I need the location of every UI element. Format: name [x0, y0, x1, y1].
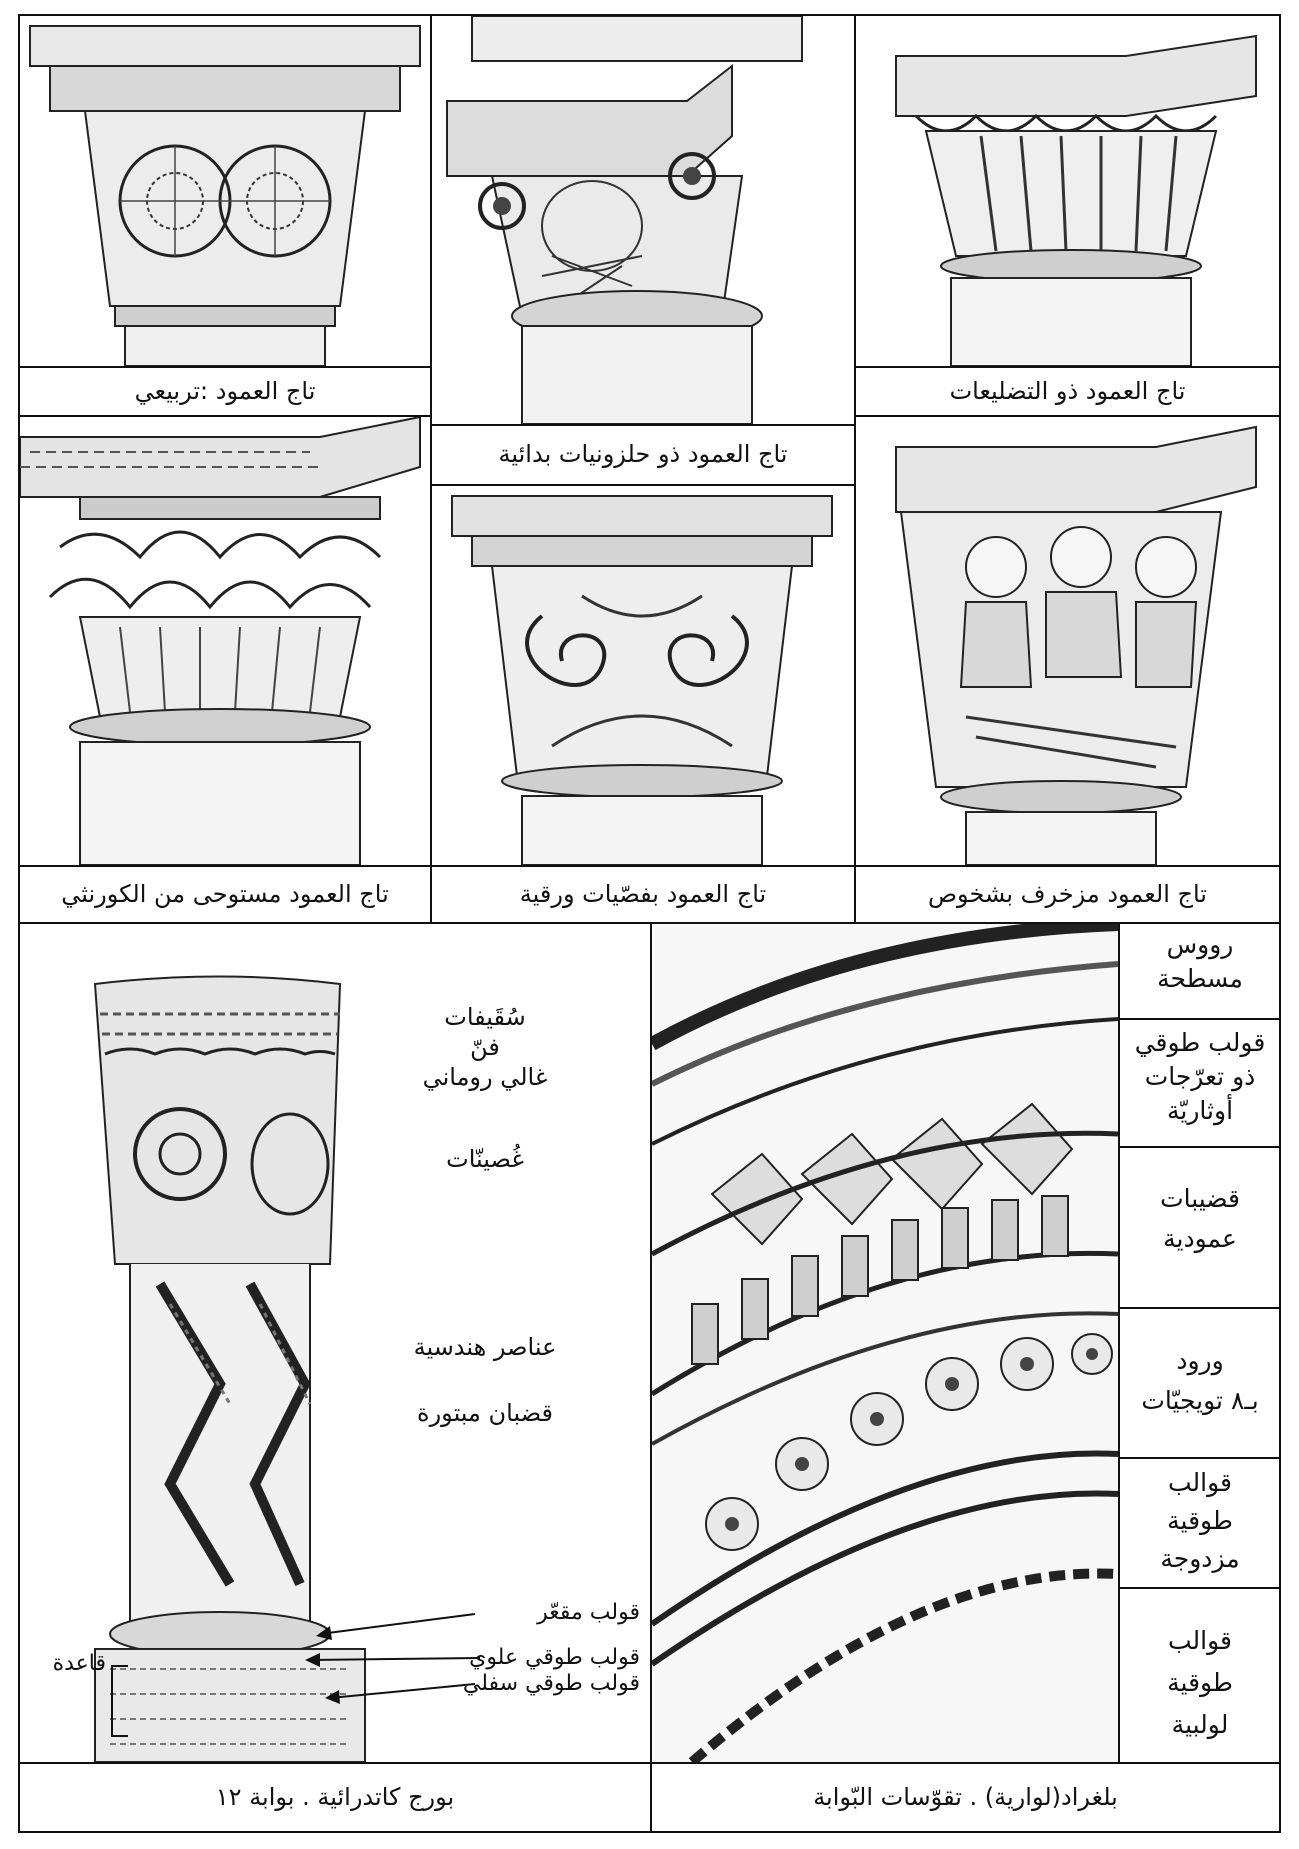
label-geometric-elements: عناصر هندسية: [413, 1333, 557, 1361]
figured-capital-illustration: [856, 417, 1279, 865]
legend-spiral-torus-l2: طوقية: [1167, 1668, 1233, 1697]
ribbed-capital-illustration: [856, 16, 1279, 366]
legend-divider-5: [1120, 1587, 1281, 1589]
caption-volute-capital: تاج العمود ذو حلزونيات بدائية: [498, 440, 788, 468]
label-broken-rods: قضبان مبتورة: [417, 1399, 553, 1427]
caption-ribbed-capital: تاج العمود ذو التضليعات: [949, 377, 1186, 405]
legend-double-torus-l1: قوالب: [1168, 1468, 1232, 1497]
legend-double-torus-l3: مزدوجة: [1160, 1544, 1240, 1573]
caption-bourges-column: بورج كاتدرائية . بوابة ١٢: [215, 1783, 455, 1811]
corinthian-capital-illustration: [20, 417, 430, 865]
leaf-lobe-capital-illustration: [432, 486, 854, 865]
legend-vertical-rods-l1: قضيبات: [1160, 1184, 1240, 1213]
legend-zigzag-torus-l3: أوثاريّة: [1166, 1096, 1234, 1125]
square-capital-illustration: [20, 16, 430, 366]
label-lower-torus: قولب طوقي سفلي: [462, 1671, 640, 1696]
caption-figured-capital: تاج العمود مزخرف بشخوص: [928, 880, 1207, 908]
caption-portal-arch: بلغراد(لوارية) . تقوّسات البّوابة: [813, 1783, 1118, 1811]
caption-leaf-lobe-capital: تاج العمود بفصّيات ورقية: [519, 880, 767, 908]
legend-zigzag-torus-l1: قولب طوقي: [1134, 1028, 1266, 1057]
legend-vertical-rods-l2: عمودية: [1163, 1224, 1237, 1253]
legend-col-divider: [1118, 922, 1120, 1762]
legend-double-torus-l2: طوقية: [1167, 1506, 1233, 1535]
label-concave-molding: قولب مقعّر: [537, 1600, 640, 1625]
legend-divider-3: [1120, 1307, 1281, 1309]
volute-capital-illustration: [432, 16, 854, 424]
legend-spiral-torus-l3: لولبية: [1171, 1710, 1229, 1739]
legend-spiral-torus-l1: قوالب: [1168, 1626, 1232, 1655]
label-branches: غُصينّات: [446, 1145, 524, 1173]
legend-divider-1: [1120, 1018, 1281, 1020]
legend-zigzag-torus-l2: ذو تعرّجات: [1144, 1062, 1256, 1091]
label-style-line1: سُقَيفات: [444, 1003, 526, 1031]
legend-roses-l2: بـ٨ تويجيّات: [1141, 1386, 1259, 1415]
legend-divider-2: [1120, 1146, 1281, 1148]
legend-roses-l1: ورود: [1176, 1346, 1224, 1375]
legend-flat-heads-l1: رووس: [1166, 930, 1234, 959]
portal-arch-illustration: [652, 924, 1118, 1762]
label-style-line3: غالي روماني: [422, 1063, 548, 1091]
label-style-line2: فنّ: [470, 1033, 500, 1061]
legend-flat-heads-l2: مسطحة: [1157, 964, 1243, 993]
label-upper-torus: قولب طوقي علوي: [469, 1645, 640, 1670]
caption-square-capital: تاج العمود :تربيعي: [134, 377, 316, 405]
caption-corinthian-capital: تاج العمود مستوحى من الكورنثي: [61, 880, 389, 908]
label-base: قاعدة: [52, 1651, 106, 1676]
legend-divider-4: [1120, 1457, 1281, 1459]
